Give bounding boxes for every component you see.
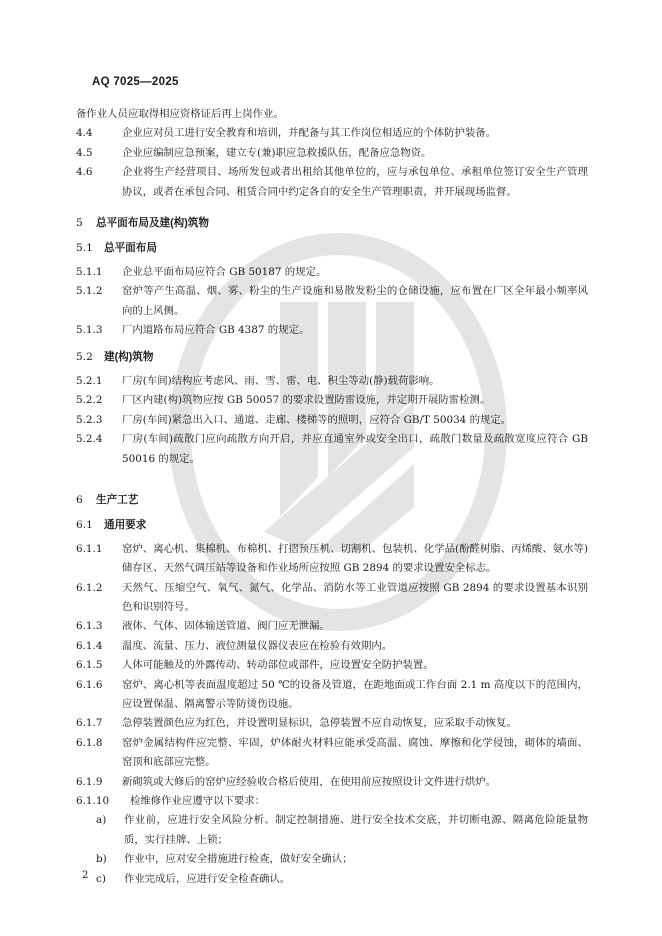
list-item-c xyxy=(76,870,588,889)
clause-4-5 xyxy=(76,144,588,163)
list-text: 作业前，应进行安全风险分析、制定控制措施、进行安全技术交底，并切断电源、隔离危险能量物质，实行挂牌、上锁； xyxy=(124,814,588,846)
clause-number: 6.1.9 xyxy=(76,775,103,788)
subsection-number: 5.2 xyxy=(76,351,93,364)
page-number: 2 xyxy=(82,870,89,881)
clause-number: 5.1.2 xyxy=(76,285,103,298)
clause-text: 窑炉等产生高温、烟、雾、粉尘的生产设施和易散发粉尘的仓储设施，应布置在厂区全年最小频率风向的上风侧。 xyxy=(122,285,588,317)
section-number: 5 xyxy=(76,217,83,230)
subsection-6-1-heading xyxy=(76,516,588,535)
subsection-title: 建(构)筑物 xyxy=(104,351,154,364)
clause-number: 5.2.2 xyxy=(76,394,103,407)
list-label: c) xyxy=(96,872,106,885)
clause-text: 企业将生产经营项目、场所发包或者出租给其他单位的，应与承包单位、承租单位签订安全生产管理协议，或者在承包合同、租赁合同中约定各自的安全生产管理职责，并开展现场监督。 xyxy=(122,166,588,198)
clause-5-1-2 xyxy=(76,282,588,321)
section-title: 生产工艺 xyxy=(96,493,139,506)
clause-text: 企业应对员工进行安全教育和培训，并配备与其工作岗位相适应的个体防护装备。 xyxy=(122,127,497,140)
subsection-5-2-heading xyxy=(76,348,588,367)
list-label: a) xyxy=(96,814,107,827)
clause-5-1-1 xyxy=(76,263,588,282)
paragraph-continued xyxy=(76,105,588,124)
clause-4-4 xyxy=(76,124,588,143)
subsection-number: 6.1 xyxy=(76,519,93,532)
clause-5-2-3 xyxy=(76,411,588,430)
clause-number: 5.1.3 xyxy=(76,324,103,337)
clause-6-1-7 xyxy=(76,714,588,733)
section-number: 6 xyxy=(76,493,83,506)
standard-code: AQ 7025—2025 xyxy=(92,76,179,88)
list-item-a xyxy=(76,811,588,850)
list-text: 作业中，应对安全措施进行检查，做好安全确认； xyxy=(124,853,353,866)
clause-number: 5.1.1 xyxy=(76,265,103,278)
clause-text: 企业总平面布局应符合 GB 50187 的规定。 xyxy=(122,265,327,278)
clause-5-2-4 xyxy=(76,430,588,469)
clause-text: 厂房(车间)紧急出入口、通道、走廊、楼梯等的照明，应符合 GB/T 50034 的规定。 xyxy=(122,413,512,426)
clause-number: 6.1.6 xyxy=(76,678,103,691)
clause-number: 5.2.1 xyxy=(76,374,103,387)
clause-text: 检维修作业应遵守以下要求： xyxy=(130,795,266,807)
clause-text: 新砌筑或大修后的窑炉应经验收合格后使用，在使用前应按照设计文件进行烘炉。 xyxy=(122,775,497,788)
clause-number: 6.1.5 xyxy=(76,659,103,672)
subsection-5-1-heading xyxy=(76,239,588,258)
clause-text: 厂房(车间)结构应考虑风、雨、雪、雷、电、积尘等动(静)载荷影响。 xyxy=(122,374,440,387)
subsection-title: 总平面布局 xyxy=(104,242,157,255)
clause-number: 4.5 xyxy=(76,146,93,159)
clause-number: 5.2.3 xyxy=(76,413,103,426)
section-5-heading xyxy=(76,214,588,233)
clause-6-1-6 xyxy=(76,676,588,715)
clause-5-1-3 xyxy=(76,321,588,340)
clause-6-1-2 xyxy=(76,579,588,618)
clause-5-2-2 xyxy=(76,391,588,410)
clause-text: 厂房(车间)疏散门应向疏散方向开启，并应直通室外或安全出口，疏散门数量及疏散宽度应符合 GB 50016 的规定。 xyxy=(122,433,588,465)
clause-text: 温度、流量、压力、液位测量仪器仪表应在检验有效期内。 xyxy=(122,639,393,652)
document-body xyxy=(76,105,588,889)
clause-6-1-10 xyxy=(76,792,588,811)
clause-number: 6.1.7 xyxy=(76,717,103,730)
paragraph-text: 备作业人员应取得相应资格证后再上岗作业。 xyxy=(76,108,284,120)
clause-number: 6.1.1 xyxy=(76,542,103,555)
clause-text: 窑炉、离心机、集棉机、布棉机、打摺预压机、切割机、包装机、化学品(酚醛树脂、丙烯酸、氨水等)储存区、天然气调压站等设备和作业场所应按照 GB 2894 的要求设置安全标志。 xyxy=(122,542,588,575)
clause-6-1-9 xyxy=(76,773,588,792)
clause-text: 急停装置颜色应为红色，并设置明显标识，急停装置不应自动恢复，应采取手动恢复。 xyxy=(122,717,517,730)
clause-text: 厂区内建(构)筑物应按 GB 50057 的要求设置防雷设施，并定期开展防雷检测。 xyxy=(122,394,491,407)
clause-number: 5.2.4 xyxy=(76,433,103,446)
clause-text: 窑炉、离心机等表面温度超过 50 ℃的设备及管道，在距地面或工作台面 2.1 m 高度以下的范围内，应设置保温、隔离警示等防烫伤设施。 xyxy=(122,678,588,710)
clause-text: 天然气、压缩空气、氧气、氮气、化学品、消防水等工业管道应按照 GB 2894 的要求设置基本识别色和识别符号。 xyxy=(122,581,588,613)
subsection-number: 5.1 xyxy=(76,242,93,255)
clause-number: 4.4 xyxy=(76,127,93,140)
clause-6-1-3 xyxy=(76,617,588,636)
clause-text: 厂内道路布局应符合 GB 4387 的规定。 xyxy=(122,324,310,337)
clause-5-2-1 xyxy=(76,372,588,391)
clause-text: 窑炉金属结构件应完整、牢固，炉体耐火材料应能承受高温、腐蚀、摩擦和化学侵蚀，砌体的墙面、窑顶和底部应完整。 xyxy=(122,736,588,769)
list-text: 作业完成后，应进行安全检查确认。 xyxy=(124,872,291,885)
list-item-b xyxy=(76,850,588,869)
clause-number: 6.1.10 xyxy=(76,795,110,807)
clause-6-1-4 xyxy=(76,637,588,656)
clause-6-1-1 xyxy=(76,540,588,579)
clause-text: 人体可能触及的外露传动、转动部位或部件，应设置安全防护装置。 xyxy=(122,659,434,672)
subsection-title: 通用要求 xyxy=(104,519,147,532)
list-label: b) xyxy=(96,853,107,866)
clause-4-6 xyxy=(76,163,588,202)
clause-text: 企业应编制应急预案，建立专(兼)职应急救援队伍，配备应急物资。 xyxy=(122,146,432,159)
clause-text: 液体、气体、固体输送管道、阀门应无泄漏。 xyxy=(122,620,330,633)
clause-number: 6.1.3 xyxy=(76,620,103,633)
section-title: 总平面布局及建(构)筑物 xyxy=(96,217,209,230)
clause-number: 6.1.4 xyxy=(76,639,103,652)
clause-6-1-8 xyxy=(76,734,588,773)
clause-6-1-5 xyxy=(76,656,588,675)
clause-number: 6.1.2 xyxy=(76,581,103,594)
clause-number: 6.1.8 xyxy=(76,736,103,749)
section-6-heading xyxy=(76,491,588,510)
clause-number: 4.6 xyxy=(76,166,93,179)
